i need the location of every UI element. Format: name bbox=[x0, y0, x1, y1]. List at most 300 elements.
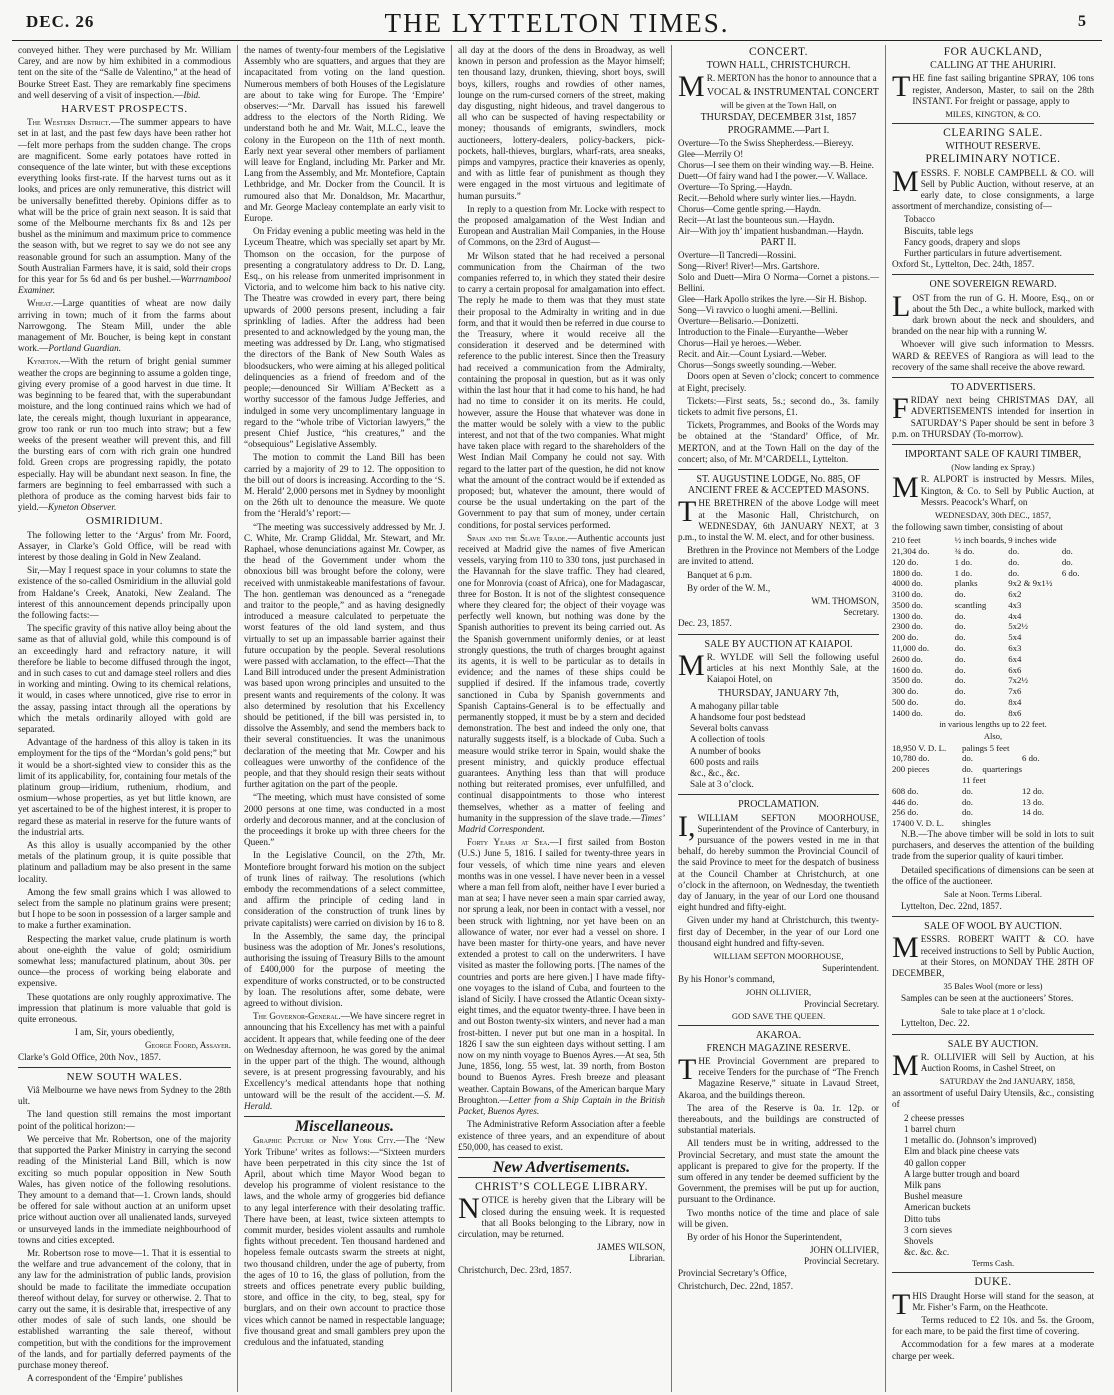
table-row bbox=[892, 600, 1094, 611]
ad-signature-title: Provincial Secretary. bbox=[804, 999, 879, 1010]
table-cell: do. bbox=[954, 610, 966, 621]
ad-signature-title: Superintendent. bbox=[822, 962, 879, 973]
divider bbox=[892, 1034, 1094, 1035]
ad-date: SATURDAY the 2nd JANUARY, 1858, bbox=[939, 1076, 1075, 1087]
table-cell: 17400 V. D. L. bbox=[892, 818, 944, 829]
ad-closing: GOD SAVE THE QUEEN. bbox=[731, 1010, 826, 1021]
ad-signature: WM. THOMSON, bbox=[811, 596, 879, 607]
table-cell: 7x2½ bbox=[1008, 675, 1028, 686]
table-cell bbox=[1062, 708, 1094, 719]
list-item: A large butter trough and board bbox=[904, 1168, 1020, 1179]
ad-subheading: FRENCH MAGAZINE RESERVE. bbox=[706, 1042, 851, 1054]
masthead bbox=[12, 0, 1102, 41]
letter-signature-place: Clarke’s Gold Office, 20th Nov., 1857. bbox=[18, 1051, 161, 1062]
table-row bbox=[892, 611, 1094, 622]
article-paragraph: In the Legislative Council, on the 27th, Mr. Montefiore brought forward his motion on the subject of trunk lines of railway. The resolutions (which embody the recommendations of a select committee, and affirm the principle of ceding land in consideration of the construction of trunk lines by private capitalists) were carried on division by 16 to 8. bbox=[244, 850, 445, 928]
ad-signature-title: Provincial Secretary. bbox=[804, 1256, 879, 1267]
table-row bbox=[892, 686, 1094, 697]
list-item: Fancy goods, drapery and slops bbox=[904, 236, 1021, 247]
ad-subheading: (Now landing ex Spray.) bbox=[951, 462, 1035, 473]
table-cell: palings 5 feet bbox=[962, 742, 1010, 753]
ad-date: Christchurch, Dec. 22nd, 1857. bbox=[678, 1280, 794, 1291]
ad-line: Sale to take place at 1 o’clock. bbox=[940, 1006, 1046, 1017]
drop-cap: M bbox=[892, 1048, 919, 1082]
ad-signature-title: Secretary. bbox=[843, 607, 879, 618]
table-cell: 2600 do. bbox=[892, 653, 923, 664]
table-cell: do. bbox=[1061, 556, 1073, 567]
article-paragraph: Graphic Picture of New York City.—The ‘New York Tribune’ writes as follows:—“Sixteen murders have been perpetrated in this city since the 1st of April, about which time Mayor Wood began to develop his programme of violent resistance to the laws, and the whole army of groggeries bid defiance to any legal interference with their desolating traffic. There have been, at least, twice sixteen attempts to commit murder, besides violent assaults and rumhole fights without precedent. Ten thousand hardened and hopeless female outcasts swarm the streets at night, two thousand children, under the age of puberty, from the ages of 10 to 16, the glass of pollution, from the streets and offices penetrate every public building, store, and office in the city, to beg, steal, spy for burglars, and on their own account to practice those vices which cannot be named in respectable language; five thousand great and small gamblers prey upon the credulous and the infatuated, standing bbox=[244, 1135, 445, 1347]
article-paragraph: The following letter to the ‘Argus’ from Mr. Foord, Assayer, in Clarke’s Gold Office, will be read with interest by those dealing in Gold in New Zealand. bbox=[18, 529, 231, 562]
ad-heading: SALE OF WOOL BY AUCTION. bbox=[924, 921, 1062, 933]
section-heading: OSMIRIDIUM. bbox=[85, 515, 164, 528]
ad-heading: ONE SOVEREIGN REWARD. bbox=[929, 279, 1057, 291]
ad-date: THURSDAY, DECEMBER 31st, 1857 bbox=[700, 111, 857, 123]
ad-body: Samples can be seen at the auctioneers’ Stores. bbox=[901, 993, 1074, 1004]
list-item: Bushel measure bbox=[904, 1191, 963, 1202]
drop-cap: T bbox=[892, 1287, 911, 1321]
article-paragraph: Forty Years at Sea.—I first sailed from Boston (U.S.) June 5, 1816. I sailed for twenty-three years in four vessels, of which time nine years and eleven months was in one vessel. I have never been in a vessel where a man fell from aloft, neither have I ever buried a man at sea; I have never seen a main spar carried away, nor sprung a leak, nor been in contact with a vessel, nor been struck with lightning, nor yet have been on an allowance of water, nor ever had a vessel on shore. I have been master for thirty-one years, and have never extended a protest to call on the underwriters. I have visited as master the following ports. [The names of the countries and ports are here given.] I have made fifty-one voyages to the island of Cuba, and fourteen to the island of Sicily. I have crossed the Atlantic Ocean sixty-eight times, and the equator twenty-three. I have been in and out Boston twenty-six winters, and never had a man frost-bitten. I never put but one man in a hospital. In 1826 I saw the sun eighteen days without setting. I am now on my ninth voyage to Buenos Ayres.—At sea, 5th June, 1856, long. 55 west, lat. 39 north, from Boston bound to Buenos Ayres. Fresh breeze and pleasant weather. Captain Bowans, of the American barque Mary Broughton.—Letter from a Ship Captain in the British Packet, Buenos Ayres. bbox=[458, 837, 666, 1117]
table-cell: 1300 do. bbox=[892, 610, 923, 621]
table-cell: 11,000 do. bbox=[892, 643, 930, 654]
ad-body: the following sawn timber, consisting of about bbox=[892, 521, 1063, 532]
letter-closing: I am, Sir, yours obediently, bbox=[74, 1027, 175, 1038]
table-cell: 5x2½ bbox=[1008, 621, 1028, 632]
ad-body: NOTICE is hereby given that the Library will be closed during the ensuing week. It is requested that all Books belonging to the Library, now in circulation, may be returned. bbox=[458, 1192, 665, 1239]
ad-body: N.B.—The above timber will be sold in lots to suit purchasers, and deserves the attention of the building trade from the superior quality of kauri timber. bbox=[892, 829, 1094, 862]
ad-signature: JOHN OLLIVIER, bbox=[745, 987, 812, 998]
ad-body: THE Provincial Government are prepared to receive Tenders for the purchase of “The French Magazine Reserve,” situate in Lavaud Street, Akaroa, and the buildings thereon. bbox=[678, 1052, 879, 1100]
table-cell: 500 do. bbox=[892, 697, 919, 708]
table-row bbox=[892, 818, 1094, 829]
drop-cap: I, bbox=[678, 809, 696, 843]
ad-heading: AKAROA. bbox=[755, 1029, 802, 1041]
table-cell: 8x6 bbox=[1008, 707, 1022, 718]
ad-body: FRIDAY next being CHRISTMAS DAY, all ADVERTISEMENTS intended for insertion in SATURDAY’S Paper should be sent in before 3 p.m. on THURSDAY (To-morrow). bbox=[892, 392, 1094, 439]
list-item: A collection of tools bbox=[690, 734, 765, 745]
ad-body: Whoever will give such information to Messrs. WARD & REEVES of Rangiora as will lead to the recovery of the same shall receive the above reward. bbox=[892, 339, 1094, 372]
table-cell bbox=[1062, 675, 1094, 686]
table-cell: 10,780 do. bbox=[892, 753, 930, 764]
table-cell: do. bbox=[954, 653, 966, 664]
table-cell bbox=[1062, 654, 1094, 665]
article-paragraph: Respecting the market value, crude platinum is worth about one-eighth the value of gold; osmiridium somewhat less; manufactured platinum, about 30s. per ounce—the process of working being elaborate and expensive. bbox=[18, 933, 231, 989]
ad-body: LOST from the run of G. H. Moore, Esq., on or about the 5th Dec., a white bullock, marked with dark brown about the neck and shoulders, and branded on the near hip with a running W. bbox=[892, 289, 1094, 337]
ad-signature: WILLIAM SEFTON MOORHOUSE, bbox=[713, 950, 844, 961]
table-cell: do. bbox=[954, 589, 966, 600]
section-heading-miscellaneous: Miscellaneous. bbox=[294, 1118, 395, 1136]
programme-item: Glee—Hark Apollo strikes the lyre.—Sir H. Bishop. bbox=[678, 294, 867, 305]
divider bbox=[892, 123, 1094, 124]
table-cell bbox=[1062, 611, 1094, 622]
table-cell: 21,304 do. bbox=[892, 545, 930, 556]
list-item: Elm and black pine cheese vats bbox=[904, 1146, 1020, 1157]
programme-item: Overture—Belisario.—Donizetti. bbox=[678, 316, 799, 327]
programme-item: Recit.—Behold where surly winter lies.—Haydn. bbox=[678, 193, 857, 204]
table-row bbox=[892, 589, 1094, 600]
programme-item: Overture—Il Tancredi—Rossini. bbox=[678, 250, 797, 261]
programme-heading: PART II. bbox=[760, 237, 797, 249]
list-item: Biscuits, table legs bbox=[904, 225, 974, 236]
ad-body: Accommodation for a few mares at a moderate charge per week. bbox=[892, 1339, 1094, 1361]
ad-signature: MILES, KINGTON, & CO. bbox=[945, 109, 1041, 120]
ad-heading: SALE BY AUCTION AT KAIAPOI. bbox=[704, 638, 853, 650]
article-paragraph: The motion to commit the Land Bill has been carried by a majority of 29 to 12. The opposition to the bill out of doors is increasing. According to the ‘S. M. Herald’ 2,000 persons met in Sydney by moonlight on the 26th ult to denounce the measure. We quote from the ‘Herald’s’ report:— bbox=[244, 452, 445, 519]
divider bbox=[458, 1157, 665, 1158]
section-heading: HARVEST PROSPECTS. bbox=[61, 103, 188, 116]
list-item: 1 barrel churn bbox=[904, 1123, 956, 1134]
ad-body: By his Honor’s command, bbox=[678, 974, 775, 985]
ad-signature: JAMES WILSON, bbox=[597, 1242, 665, 1253]
table-row bbox=[892, 708, 1094, 719]
table-cell bbox=[1062, 632, 1094, 643]
table-cell bbox=[1062, 600, 1094, 611]
ad-item-list bbox=[892, 1113, 1094, 1259]
table-cell: do. bbox=[954, 697, 966, 708]
table-cell: do. bbox=[954, 707, 966, 718]
table-cell: 1 do. bbox=[954, 556, 973, 567]
ad-body: Two months notice of the time and place of sale will be given. bbox=[678, 1207, 879, 1229]
ad-date: WEDNESDAY, 30th DEC., 1857, bbox=[935, 509, 1051, 520]
ad-subheading: WITHOUT RESERVE. bbox=[945, 141, 1041, 153]
ad-body: Terms reduced to £2 10s. and 5s. the Groom, for each mare, to be paid the first time of covering. bbox=[892, 1314, 1094, 1337]
table-cell: 446 do. bbox=[892, 796, 919, 807]
ad-date: Dec. 23, 1857. bbox=[678, 618, 732, 629]
ad-body: The area of the Reserve is 0a. 1r. 12p. or thereabouts, and the buildings are constructed of substantial materials. bbox=[678, 1102, 879, 1136]
table-cell: ½ inch boards, bbox=[954, 535, 1007, 546]
table-row bbox=[892, 632, 1094, 643]
ad-line: Also, bbox=[983, 730, 1003, 741]
ad-body: THIS Draught Horse will stand for the season, at Mr. Fisher’s Farm, on the Heathcote. bbox=[892, 1287, 1094, 1321]
table-cell: do. bbox=[954, 621, 966, 632]
divider bbox=[892, 377, 1094, 378]
ad-date: Christchurch, Dec. 23rd, 1857. bbox=[458, 1264, 572, 1275]
table-cell bbox=[1062, 665, 1094, 676]
column-3 bbox=[452, 45, 672, 1392]
article-paragraph: In reply to a question from Mr. Locke with respect to the proposed amalgamation of the West Indian and European and Australian Mail Companies, in the House of Commons, on the 23rd of August— bbox=[458, 203, 665, 248]
table-cell: do. bbox=[1008, 556, 1020, 567]
list-item: Sale at 3 o’clock. bbox=[690, 779, 754, 790]
list-item: &c., &c., &c. bbox=[690, 767, 740, 778]
programme-item: Air—With joy th’ impatient husbandman.—Haydn. bbox=[678, 226, 864, 237]
table-cell bbox=[1062, 535, 1094, 546]
newspaper-title: THE LYTTELTON TIMES. bbox=[384, 8, 730, 38]
programme-item: Song—Vi ravvico o luoghi ameni.—Bellini. bbox=[678, 305, 838, 316]
programme-item: Recit. and Air.—Count Lysiard.—Weber. bbox=[678, 349, 827, 360]
table-cell: 3500 do. bbox=[892, 599, 923, 610]
article-paragraph: The Western District.—The summer appears to have set in at last, and the past few days have been rather hot—felt more perhaps from the sudden change. The crops are magnificent. Some early potatoes have rotted in consequence of the late winter, but with these exceptions everything looks first-rate. If the harvest turns out as it looks, and prices are only remunerative, this district will be universally benefitted thereby. Opinions differ as to what will be the price of grain next season. It is said that some of the Melbourne merchants fix 8s and 12s per bushel as the minimum and maximum price to commence the season with, but we regret to say we do not see any reasonable ground for such an assumption. Many of the South Australian Farmers have, it is said, sold their crops for this year for 5s 6d and 6s per bushel.—Warrnambool Examiner. bbox=[18, 117, 231, 296]
article-paragraph: The Administrative Reform Association after a feeble existence of three years, and an expenditure of about £50,000, has ceased to exist. bbox=[458, 1119, 665, 1152]
table-cell: do. bbox=[962, 785, 973, 796]
table-row bbox=[892, 665, 1094, 676]
palings-table bbox=[892, 743, 1094, 829]
list-item: 600 posts and rails bbox=[690, 756, 759, 767]
table-row bbox=[892, 753, 1094, 764]
table-cell: ¾ do. bbox=[954, 545, 975, 556]
programme-part-1 bbox=[678, 138, 879, 237]
ad-body: M R. WYLDE will Sell the following useful articles at his next Monthly Sale, at the Kaiapoi Hotel, on bbox=[678, 648, 879, 685]
article-paragraph: conveyed hither. They were purchased by Mr. William Carey, and are now by him exhibited in a commodious tent on the site of the “Salle de Valentino,” at the head of Bourke Street East. They are remarkably fine specimens and well deserving of a visit of inspection.—Ibid. bbox=[18, 45, 231, 100]
table-row bbox=[892, 578, 1094, 589]
drop-cap: M bbox=[678, 70, 705, 104]
article-paragraph: Sir,—May I request space in your columns to state the existence of the so-called Osmiridium in the alluvial gold from Haldane’s Creek, Anatoki, New Zealand. The interest of this announcement depends principally upon the following facts:— bbox=[18, 565, 231, 620]
table-cell bbox=[1062, 697, 1094, 708]
table-row bbox=[892, 675, 1094, 686]
article-paragraph: We perceive that Mr. Robertson, one of the majority that supported the Parker Ministry in carrying the second reading of the Ministerial Land Bill, which is now exciting so much popular opposition in New South Wales, has given notice of the following resolutions. They amount to a demand that—1. Crown lands, should be offered for sale without auction at an uniform upset price without auction over all unalienated lands, surveyed or unsurveyed lands in the immediate neighbourhood of towns and cities excepted. bbox=[18, 1133, 231, 1245]
article-paragraph: The specific gravity of this native alloy being about the same as that of alluvial gold, while this compound is of an exceedingly hard and refractory nature, it will therefore be liable to become diffused through the ingot, and in such cases to cut and damage steel rollers and dies in working and minting. Owing to its chemical relations, it would, in cases where unnoticed, give rise to error in the assay, passing intact through all the operations by which the metals ordinarily alloyed with gold are separated. bbox=[18, 623, 231, 734]
ad-body: I, WILLIAM SEFTON MOORHOUSE, Superintendent of the Province of Canterbury, in pursuance of the powers vested in me in that behalf, do hereby summon the Provincial Council of the said Province to meet for the despatch of business at the Council Chamber at Christchurch, at one o’clock in the afternoon, on Wednesday, the twentieth day of January, in the year of our Lord one thousand eight hundred and fifty-eight. bbox=[678, 809, 879, 913]
list-item: Ditto tubs bbox=[904, 1213, 941, 1224]
drop-cap: M bbox=[892, 931, 919, 965]
programme-item: Introduction to the Finale—Euryanthe—Weber bbox=[678, 327, 848, 338]
table-cell bbox=[1062, 686, 1094, 697]
programme-heading: PROGRAMME.—Part I. bbox=[727, 125, 830, 137]
divider bbox=[18, 1067, 231, 1068]
table-cell bbox=[1022, 764, 1082, 786]
table-cell: do. bbox=[954, 664, 966, 675]
article-paragraph: the names of twenty-four members of the Legislative Assembly who are squatters, and argues that they are incapacitated from voting on the land question. Numerous members of both Houses of the Legislature are about to take wing for Europe. The ‘Empire’ observes:—“Mr. Darvall has issued his farewell address to the electors of the North Riding. We understand both he and Mr. Wait, M.L.C., leave the colony in the Europeon on the 11th of next month. Early next year several other members of parliament will leave for England, including Mr. Parker and Mr. Lang from the Assembly, and Mr. Montefiore, Captain Lethbridge, and Mr. Docker from the Council. It is rumoured also that Mr. Donaldson, Mr. Macarthur, and Mr. George Macleay contemplate an early visit to Europe. bbox=[244, 45, 445, 224]
table-cell: 18,950 V. D. L. bbox=[892, 742, 947, 753]
list-item: Several bolts canvass bbox=[690, 723, 769, 734]
ad-heading: TO ADVERTISERS. bbox=[950, 382, 1036, 394]
table-cell: 1600 do. bbox=[892, 664, 923, 675]
table-cell: 1 do. bbox=[954, 567, 973, 578]
table-cell: shingles bbox=[962, 818, 991, 829]
ad-body: MESSRS. F. NOBLE CAMPBELL & CO. will Sell by Public Auction, without reserve, at an early date, to close consignments, a large assortment of merchandize, consisting of— bbox=[892, 164, 1094, 212]
table-cell: 3100 do. bbox=[892, 589, 923, 600]
article-paragraph: The Governor-General.—We have sincere regret in announcing that his Excellency has met with a painful accident. It appears that, while feeding one of the deer on Wednesday afternoon, he was gored by the animal in the upper part of the thigh. The wound, although severe, is at present progressing favourably, and his Excellency’s medical attendants hope that nothing untoward will be the result of the accident.—S. M. Herald. bbox=[244, 1011, 445, 1111]
article-paragraph: Spain and the Slave Trade.—Authentic accounts just received at Madrid give the names of five American vessels, varying from 110 to 330 tons, just purchased in the Havannah for the slave traffic. They had cleared, one for Monrovia (coast of Africa), one for Madagascar, three for Boston. It is not of the slightest consequence where they cleared for; the object of their voyage was perfectly well known, but nothing was done by the Spanish authorities to prevent its being carried out. As the Spanish government uniformly denies, or at least strongly questions, the truth of charges brought against its agents, it is well to be particular as to details in evidence; and the names of these ships could be supplied if desired. If the infamous trade, covertly sanctioned in Cuba by Spanish governments and Spanish Captains-General is to be effectually and permanently stopped, it must be by a stern and decided demonstration. The best and indeed the only one, that naturally suggests itself, is a blockade of Cuba. Such a measure would strike terror in Spain, would shake the present ministry, and quickly produce effectual guarantees. Anything less than that will produce nothing but reiterated promises, ever unfulfilled, and continual disappointments to those who interest themselves, whether as a matter of feeling and humanity in the suppression of the slave trade.—Times’ Madrid Correspondent. bbox=[458, 532, 665, 835]
ad-line: VOCAL & INSTRUMENTAL CONCERT bbox=[706, 86, 879, 98]
table-cell: 4x3 bbox=[1008, 599, 1022, 610]
ad-line: Terms Cash. bbox=[971, 1258, 1015, 1269]
section-heading-new-advertisements: New Advertisements. bbox=[492, 1158, 631, 1176]
divider bbox=[678, 1025, 879, 1026]
ad-line: will be given at the Town Hall, on bbox=[720, 99, 837, 110]
table-cell bbox=[1062, 589, 1094, 600]
table-cell: 14 do. bbox=[1022, 807, 1044, 818]
table-cell: 8x4 bbox=[1008, 697, 1022, 708]
divider bbox=[458, 1177, 665, 1178]
article-paragraph: As this alloy is usually accompanied by the other metals of the platinum group, it is quite possible that platinum and palladium may be also present in the same locality. bbox=[18, 840, 231, 884]
article-paragraph: The land question still remains the most important point of the political horizon:— bbox=[18, 1109, 231, 1131]
list-item: 1 metallic do. (Johnson’s improved) bbox=[904, 1135, 1037, 1146]
article-paragraph: Among the few small grains which I was allowed to select from the sample no platinum grains were present; but I hope to be soon in possession of a larger sample and to make a further examination. bbox=[18, 886, 231, 931]
table-cell: 12 do. bbox=[1022, 785, 1044, 796]
drop-cap: N bbox=[458, 1192, 480, 1226]
table-cell: 1800 do. bbox=[892, 567, 923, 578]
table-cell: do. bbox=[1061, 545, 1073, 556]
ad-body: Tickets, Programmes, and Books of the Words may be obtained at the ‘Standard’ Office, of Mr. MERTON, and at the Town Hall on the day of the concert; also, of Mr. M’CARDELL, Lyttelton. bbox=[678, 420, 879, 464]
table-cell: scantling bbox=[954, 599, 987, 610]
programme-item: Overture—To Spring.—Haydn. bbox=[678, 182, 793, 193]
table-cell: do. quarterings 11 feet bbox=[962, 764, 1022, 786]
ad-body: Provincial Secretary’s Office, bbox=[678, 1267, 787, 1278]
article-paragraph: On Friday evening a public meeting was held in the Lyceum Theatre, which was specially set apart by Mr. Thomson on the occasion, for the purpose of presenting a congratulatory address to Dr. D. Lang, Esq., on his release from unmerited imprisonment in Victoria, and to welcome him back to his native city. The Theatre was crowded in every part, there being upwards of 2000 persons present, including a fair sprinkling of ladies. After the address had been presented to and acknowledged by the young man, the meeting was addressed by Dr. Lang, who stigmatised the directors of the Bank of New South Wales as bloodsuckers, who were aiming at his alleged political delinquencies as a friend of freedom and of the people;—denounced Sir William A’Beckett as a worthy successor of the famous Judge Jefferies, and indulged in some very uncomplimentary language in regard to the “whole tribe of Victorian lawyers,” the present Chief Justice, “his creatures,” and the “obsequious” Legislative Assembly. bbox=[244, 226, 445, 450]
programme-item: Chorus—Come gentle spring.—Haydn. bbox=[678, 204, 821, 215]
table-cell: do. bbox=[962, 807, 973, 818]
table-cell: 6x2 bbox=[1008, 589, 1022, 600]
ad-heading: PROCLAMATION. bbox=[738, 799, 819, 811]
table-cell: 5x4 bbox=[1008, 632, 1022, 643]
divider bbox=[244, 1116, 445, 1117]
table-cell bbox=[1062, 621, 1094, 632]
ad-body: THE fine fast sailing brigantine SPRAY, 106 tons register, Anderson, Master, to sail on the 28th INSTANT. For freight or passage, apply to bbox=[892, 70, 1094, 106]
columns bbox=[12, 45, 1102, 1392]
ad-item-list bbox=[892, 214, 1094, 259]
ad-body: All tenders must be in writing, addressed to the Provincial Secretary, and must state the amount the applicant is prepared to give for the property. If the sum offered in any tender be deemed sufficient by the Government, the premises will be put up for auction, pursuant to the Ordinance. bbox=[678, 1138, 879, 1205]
drop-cap: M bbox=[678, 648, 705, 682]
ad-heading: CLEARING SALE. bbox=[943, 127, 1043, 140]
programme-item: Chorus—Hail ye heroes.—Weber. bbox=[678, 338, 802, 349]
table-cell: 4x4 bbox=[1008, 610, 1022, 621]
divider bbox=[678, 794, 879, 795]
table-row bbox=[892, 546, 1094, 557]
issue-date: DEC. 26 bbox=[26, 12, 95, 31]
list-item: Further particulars in future advertisement. bbox=[904, 248, 1062, 259]
drop-cap: F bbox=[892, 392, 909, 426]
table-row bbox=[892, 697, 1094, 708]
divider bbox=[892, 916, 1094, 917]
ad-heading: CHRIST’S COLLEGE LIBRARY. bbox=[475, 1181, 648, 1194]
list-item: Shovels bbox=[904, 1235, 934, 1246]
ad-body: By order of the W. M., bbox=[687, 582, 771, 593]
ad-item-list bbox=[678, 701, 879, 791]
letter-signature: George Foord, Assayer. bbox=[145, 1040, 231, 1051]
ad-subheading: TOWN HALL, CHRISTCHURCH. bbox=[706, 60, 851, 72]
list-item: A mahogany pillar table bbox=[690, 700, 779, 711]
ad-date: Lyttelton, Dec. 22. bbox=[901, 1018, 970, 1029]
ad-signature-title: Librarian. bbox=[629, 1253, 665, 1264]
article-paragraph: Mr. Robertson rose to move—1. That it is essential to the welfare and true advancement of the colony, that in any law for the administration of public lands, provision should be made to facilitate the immediate occupation thereof without delay, for survey or otherwise. 2. That to carry out the same, it is desirable that, irrespective of any other modes of sale of such lands, one should be established warranting the sale thereof, without competition, but with the conditions for the improvement of the lands, and for partially deferred payments of the purchase money thereof. bbox=[18, 1247, 231, 1370]
programme-item: Chorus—I see them on their winding way.—B. Heine. bbox=[678, 160, 874, 171]
list-item: Milk pans bbox=[904, 1179, 942, 1190]
table-cell: 6x4 bbox=[1008, 653, 1022, 664]
table-cell: do. bbox=[954, 643, 966, 654]
list-item: Tobacco bbox=[904, 214, 935, 225]
table-cell: 210 feet bbox=[892, 535, 921, 546]
table-row bbox=[892, 786, 1094, 797]
section-heading: NEW SOUTH WALES. bbox=[66, 1070, 183, 1083]
table-cell: 9x2 & 9x1½ bbox=[1008, 578, 1053, 589]
ad-body: MESSRS. ROBERT WAITT & CO. have received instructions to Sell by Public Auction, at their Stores, on MONDAY THE 28TH OF DECEMBER, bbox=[892, 931, 1094, 979]
list-item: 3 corn sieves bbox=[904, 1224, 952, 1235]
article-paragraph: Kyneton.—With the return of bright genial summer weather the crops are beginning to assume a golden tinge, giving every promise of a good harvest in due time. It was beginning to be feared that, with the superabundant moisture, and the long continued rains which we had of late, the cereals might, though luxuriant in appearance, grow too rank or run too much into straw; but a few weeks of the present weather will prevent this, and fill the bursting ears of corn with rich grain one hundred fold. Green crops are progressing rapidly, the potato especially. Hay will be abundant next season. In fine, the farmers are beginning to feel embarrassed with such a plethora of produce as the coming harvest bids fair to yield.—Kyneton Observer. bbox=[18, 356, 231, 513]
table-cell bbox=[1062, 643, 1094, 654]
ad-heading: IMPORTANT SALE OF KAURI TIMBER, bbox=[904, 449, 1082, 461]
table-row bbox=[892, 807, 1094, 818]
article-paragraph: “The meeting was successively addressed by Mr. J. C. White, Mr. Cramp Gliddal, Mr. Stewart, and Mr. Raphael, whose denunciations against Mr. Cowper, as the head of the Government under whom the obnoxious bill was brought before the colony, were received with unmistakeable manifestations of favour. The hon. gentleman was denounced as a “renegade and traitor to the people,” and as having designedly introduced a measure calculated to perpetuate the worst features of the old land system, and thus virtually to set up an impassable barrier against their future occupation by the people. Several resolutions were passed with acclamation, to the effect—That the Land Bill introduced under the present Administration was based upon wrong principles and unsuited to the present wants and requirements of the colony. It was also determined by resolution that his Excellency should be petitioned, if the bill was persisted in, to dissolve the Assembly, and send the members back to their several constituencies. It was the unanimous declaration of the meeting that Mr. Cowper and his colleagues were unworthy of the confidence of the people, and that they should resign their seats without further agitation on the part of the people. bbox=[244, 521, 445, 790]
article-paragraph: Wheat.—Large quantities of wheat are now daily arriving in town; much of it from the farms about Narrowgong. The Steam Mill, under the able management of Mr. Boucher, is being kept in constant work.—Portland Guardian. bbox=[18, 298, 231, 354]
ad-body: Banquet at 6 p.m. bbox=[687, 569, 753, 580]
table-cell: do. bbox=[1008, 545, 1020, 556]
table-row bbox=[892, 743, 1094, 754]
divider bbox=[892, 1272, 1094, 1273]
table-row bbox=[892, 797, 1094, 808]
ad-line: Sale at Noon. Terms Liberal. bbox=[944, 889, 1042, 900]
programme-item: Glee—Merrily O! bbox=[678, 149, 744, 160]
ad-date: THURSDAY, JANUARY 7th, bbox=[718, 687, 839, 699]
ad-line: 35 Bales Wool (more or less) bbox=[943, 981, 1043, 992]
table-cell: 9 inches wide bbox=[1008, 535, 1057, 546]
page-number: 5 bbox=[1078, 13, 1086, 30]
article-paragraph: “The meeting, which must have consisted of some 2000 persons at one time, was conducted in a most orderly and decorous manner, and at the conclusion of the proceedings it broke up with three cheers for the Queen.” bbox=[244, 792, 445, 848]
table-row bbox=[892, 654, 1094, 665]
table-row bbox=[892, 643, 1094, 654]
table-cell: do. bbox=[954, 686, 966, 697]
ad-body: By order of his Honor the Superintendent, bbox=[687, 1232, 842, 1243]
ad-heading: FOR AUCKLAND, bbox=[943, 46, 1043, 58]
ad-body: THE BRETHREN of the above Lodge will meet at the Masonic Hall, Christchurch, on WEDNESDAY, 6th JANUARY NEXT, at 3 p.m., to instal the W. M. elect, and for other business. bbox=[678, 495, 879, 543]
programme-item: Song—River! River!—Mrs. Gartshore. bbox=[678, 261, 820, 272]
table-cell: 300 do. bbox=[892, 686, 919, 697]
drop-cap: M bbox=[892, 164, 919, 198]
ad-body: Brethren in the Province not Members of the Lodge are invited to attend. bbox=[678, 545, 879, 567]
ad-heading: ST. AUGUSTINE LODGE, No. 885, OF ANCIENT FREE & ACCEPTED MASONS. bbox=[687, 474, 870, 497]
divider bbox=[892, 444, 1094, 445]
column-1 bbox=[12, 45, 238, 1392]
table-cell: 7x6 bbox=[1008, 686, 1022, 697]
table-cell: 4000 do. bbox=[892, 578, 923, 589]
ad-subheading: PRELIMINARY NOTICE. bbox=[925, 153, 1061, 166]
table-cell bbox=[1022, 818, 1082, 829]
drop-cap: T bbox=[678, 1052, 697, 1086]
programme-item: Solo and Duett—Mira O Norma—Cornet a pistons.—Bellini. bbox=[678, 272, 879, 294]
ad-body: Detailed specifications of dimensions can be seen at the office of the auctioneer. bbox=[892, 864, 1094, 886]
table-row bbox=[892, 621, 1094, 632]
drop-cap: L bbox=[892, 289, 911, 323]
ad-line: in various lengths up to 22 feet. bbox=[939, 718, 1047, 729]
article-paragraph: Advantage of the hardness of this alloy is taken in its employment for the tips of the “Mordan’s gold pens;” but it would be a short-sighted view to consider this as the limit of its applicability, for, containing four metals of the platinum group—iridium, ruthenium, rhodium, and osmium—whose properties, as yet but little known, are yet ascertained to be of the highest interest, it is proper to regard these as material in reserve for the future wants of the industrial arts. bbox=[18, 737, 231, 837]
table-cell: do. bbox=[954, 632, 966, 643]
ad-heading: DUKE. bbox=[974, 1276, 1012, 1289]
ad-heading: CONCERT. bbox=[748, 46, 808, 58]
table-cell: 1400 do. bbox=[892, 707, 923, 718]
table-cell: 200 do. bbox=[892, 632, 919, 643]
list-item: A handsome four post bedstead bbox=[690, 711, 806, 722]
programme-item: Chorus—Songs sweetly sounding.—Weber. bbox=[678, 360, 837, 371]
programme-item: Recit—At last the bounteous sun.—Haydn. bbox=[678, 215, 835, 226]
column-5 bbox=[886, 45, 1100, 1392]
table-row bbox=[892, 764, 1094, 786]
table-cell: do. bbox=[1008, 567, 1020, 578]
table-cell: 6x3 bbox=[1008, 643, 1022, 654]
table-cell: 256 do. bbox=[892, 807, 919, 818]
list-item: 40 gallon copper bbox=[904, 1157, 966, 1168]
table-cell: 608 do. bbox=[892, 785, 919, 796]
article-paragraph: In the Assembly, the same day, the principal business was the adoption of Mr. Jones’s resolutions, authorising the issuing of Treasury Bills to the amount of £400,000 for the purpose of meeting the expenditure of works constructed, or to be constructed by loan. The resolutions after, some debate, were agreed to without division. bbox=[244, 930, 445, 1009]
programme-item: Overture—To the Swiss Shepherdess.—Biereyy. bbox=[678, 138, 854, 149]
column-2 bbox=[238, 45, 452, 1392]
table-cell: 13 do. bbox=[1022, 796, 1044, 807]
column-4 bbox=[672, 45, 886, 1392]
list-item: A number of books bbox=[690, 745, 761, 756]
table-cell: do. bbox=[962, 753, 973, 764]
table-cell: do. bbox=[954, 675, 966, 686]
table-cell: 6 do. bbox=[1022, 753, 1040, 764]
programme-part-2 bbox=[678, 250, 879, 371]
divider bbox=[678, 469, 879, 470]
ad-signature: JOHN OLLIVIER, bbox=[810, 1245, 879, 1256]
ad-heading: SALE BY AUCTION. bbox=[947, 1038, 1039, 1050]
divider bbox=[678, 634, 879, 635]
table-cell bbox=[1062, 578, 1094, 589]
table-row bbox=[892, 568, 1094, 579]
table-cell: 3500 do. bbox=[892, 675, 923, 686]
table-cell: 120 do. bbox=[892, 556, 919, 567]
table-cell: 2300 do. bbox=[892, 621, 923, 632]
table-cell bbox=[1022, 743, 1082, 754]
list-item: 2 cheese presses bbox=[904, 1112, 965, 1123]
